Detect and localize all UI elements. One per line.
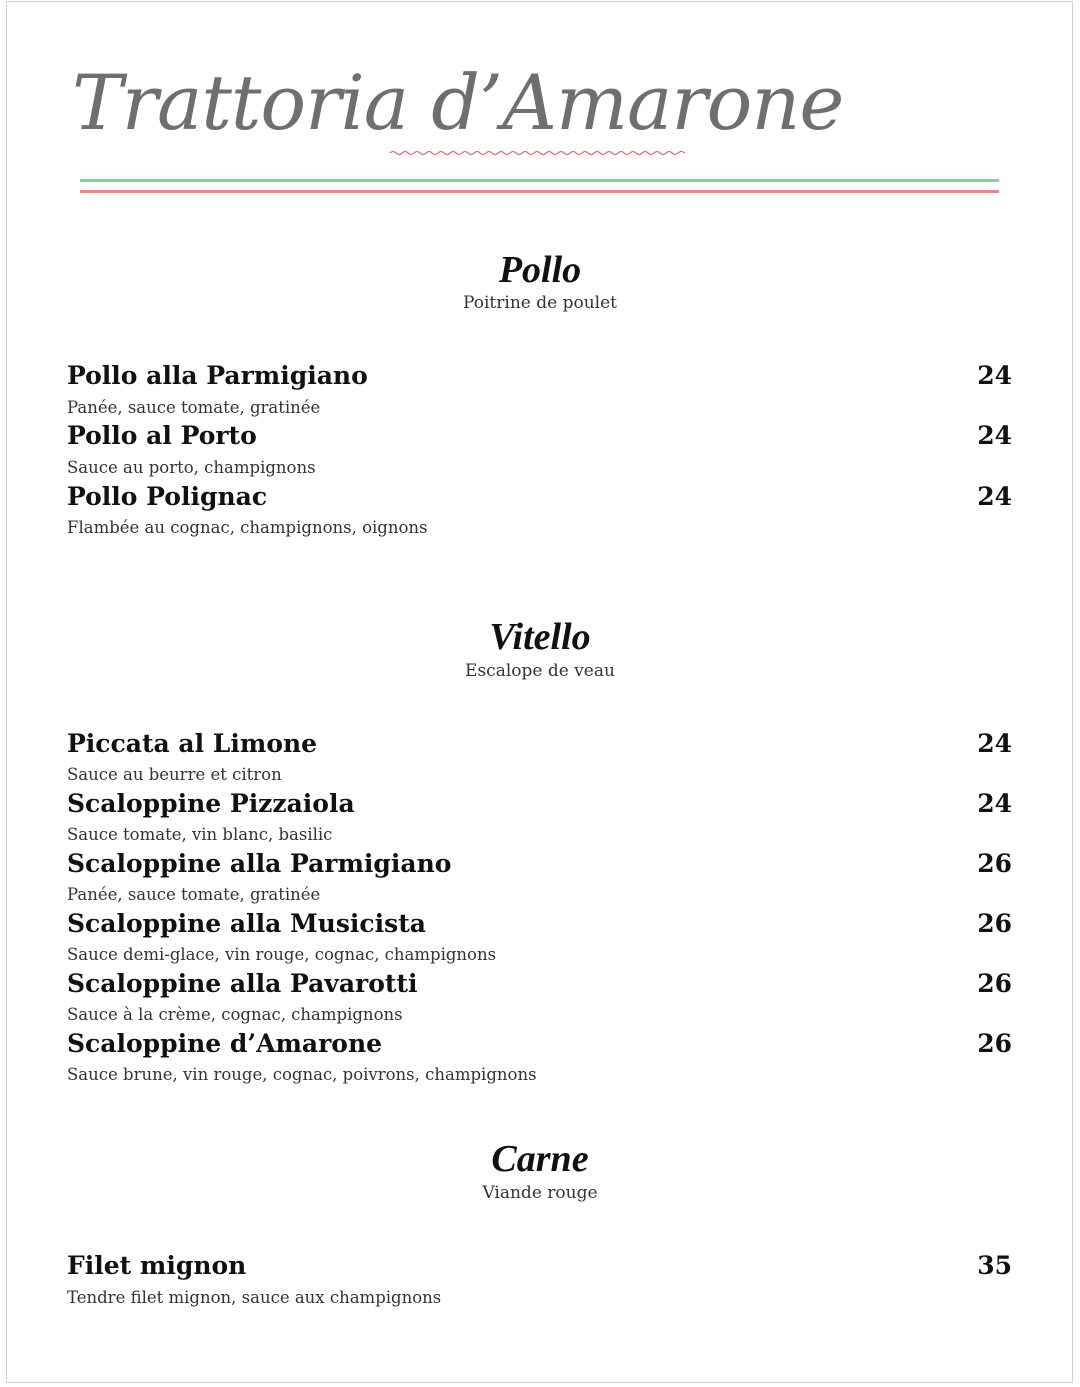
spellcheck-underline — [390, 150, 685, 156]
section-subtitle-pollo: Poitrine de poulet — [463, 293, 617, 313]
section-subtitle-vitello: Escalope de veau — [465, 661, 615, 681]
menu-item-description: Tendre filet mignon, sauce aux champignons — [67, 1288, 442, 1307]
menu-item-price: 24 — [977, 482, 1012, 511]
menu-item-name: Pollo alla Parmigiano — [67, 361, 368, 390]
section-title-carne: Carne — [491, 1138, 589, 1180]
menu-item-name: Scaloppine alla Pavarotti — [67, 969, 418, 998]
menu-item-price: 26 — [977, 909, 1012, 938]
menu-item-price: 35 — [977, 1251, 1012, 1280]
menu-item-name: Scaloppine alla Parmigiano — [67, 849, 452, 878]
menu-item-name: Pollo al Porto — [67, 421, 257, 450]
menu-item-price: 24 — [977, 361, 1012, 390]
menu-item-price: 26 — [977, 849, 1012, 878]
menu-item-description: Sauce brune, vin rouge, cognac, poivrons, champignons — [67, 1065, 537, 1084]
restaurant-title: Trattoria d’Amarone — [72, 58, 844, 147]
section-title-vitello: Vitello — [489, 616, 591, 658]
divider-red — [80, 190, 999, 193]
menu-item-description: Sauce demi-glace, vin rouge, cognac, champignons — [67, 945, 497, 964]
section-title-pollo: Pollo — [498, 249, 582, 291]
menu-item-name: Scaloppine d’Amarone — [67, 1029, 383, 1058]
menu-item-price: 26 — [977, 1029, 1012, 1058]
menu-item-name: Filet mignon — [67, 1251, 247, 1280]
menu-item-price: 26 — [977, 969, 1012, 998]
menu-item-price: 24 — [977, 789, 1012, 818]
menu-item-name: Pollo Polignac — [67, 482, 268, 511]
menu-item-description: Panée, sauce tomate, gratinée — [67, 885, 321, 904]
menu-item-description: Sauce à la crème, cognac, champignons — [67, 1005, 403, 1024]
menu-item-description: Sauce au beurre et citron — [67, 765, 282, 784]
menu-item-name: Scaloppine Pizzaiola — [67, 789, 355, 818]
menu-item-name: Scaloppine alla Musicista — [67, 909, 426, 938]
menu-item-price: 24 — [977, 729, 1012, 758]
menu-item-description: Flambée au cognac, champignons, oignons — [67, 518, 428, 537]
menu-item-description: Sauce tomate, vin blanc, basilic — [67, 825, 333, 844]
menu-item-description: Sauce au porto, champignons — [67, 458, 316, 477]
divider-green — [80, 179, 999, 182]
menu-item-price: 24 — [977, 421, 1012, 450]
menu-item-name: Piccata al Limone — [67, 729, 318, 758]
menu-item-description: Panée, sauce tomate, gratinée — [67, 398, 321, 417]
section-subtitle-carne: Viande rouge — [482, 1183, 598, 1203]
